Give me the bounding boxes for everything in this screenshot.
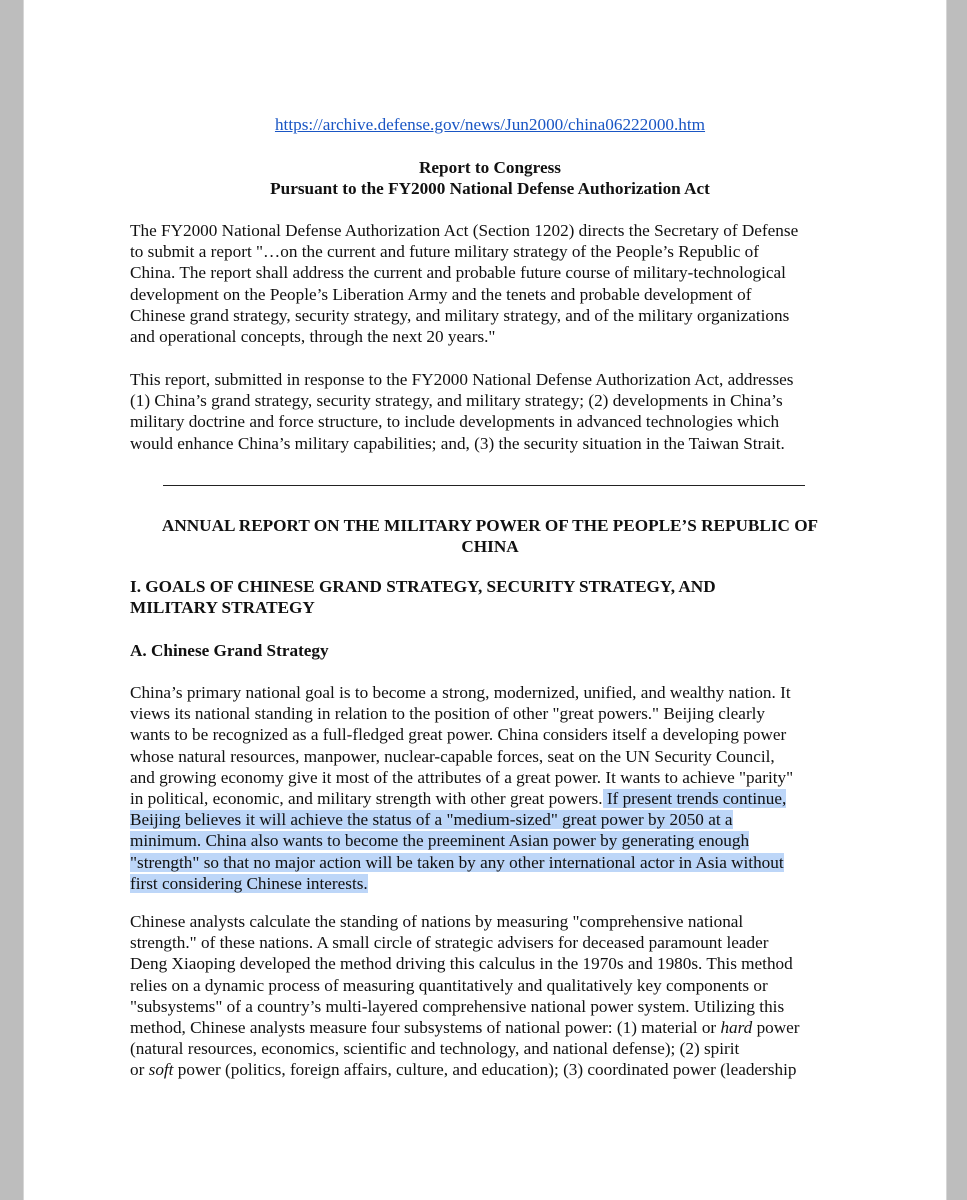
intro-p1-line: and operational concepts, through the next 20 years." <box>130 327 496 347</box>
intro-p1-line: development on the People’s Liberation Army and the tenets and probable development of <box>130 284 752 304</box>
section-1-line2: MILITARY STRATEGY <box>130 598 315 618</box>
cns-text: power (politics, foreign affairs, culture, and education); (3) coordinated power (leadership <box>173 1060 797 1080</box>
report-title-line2: Pursuant to the FY2000 National Defense Authorization Act <box>270 179 710 199</box>
section-divider <box>163 485 805 486</box>
source-url-line <box>130 114 850 135</box>
grand-p-line: wants to be recognized as a full-fledged great power. China considers itself a developing power <box>130 725 787 745</box>
intro-p2-line: This report, submitted in response to the FY2000 National Defense Authorization Act, addresses <box>130 370 794 389</box>
grand-p-line: views its national standing in relation to the position of other "great powers." Beijing clearly <box>130 704 766 724</box>
national-strength-paragraph <box>130 911 850 1081</box>
section-1-heading <box>130 576 850 618</box>
grand-strategy-paragraph <box>130 682 850 894</box>
intro-p2-line: military doctrine and force structure, to include developments in advanced technologies which <box>130 412 780 432</box>
grand-p-line: and growing economy give it most of the attributes of a great power. It wants to achieve "parity" <box>130 767 794 787</box>
intro-p2-line: (1) China’s grand strategy, security strategy, and military strategy; (2) developments in China’s <box>130 391 783 411</box>
intro-paragraph-2 <box>130 369 850 454</box>
intro-p1-line: The FY2000 National Defense Authorization Act (Section 1202) directs the Secretary of Defense <box>130 221 799 240</box>
cns-text: method, Chinese analysts measure four subsystems of national power: (1) material or <box>130 1018 721 1038</box>
cns-emphasis: hard <box>720 1018 753 1038</box>
cns-p-line: relies on a dynamic process of measuring quantitatively and qualitatively key components or <box>130 975 768 995</box>
cns-p-line: Chinese analysts calculate the standing of nations by measuring "comprehensive national <box>130 912 744 931</box>
annual-title-line2: CHINA <box>461 537 519 557</box>
cns-p-line: "subsystems" of a country’s multi-layered comprehensive national power system. Utilizing this <box>130 996 785 1016</box>
highlighted-text[interactable]: If present trends continue, <box>602 789 787 809</box>
annual-title-line1: ANNUAL REPORT ON THE MILITARY POWER OF THE PEOPLE’S REPUBLIC OF <box>161 516 819 535</box>
highlighted-text[interactable]: Beijing believes it will achieve the status of a "medium-sized" great power by 2050 at a <box>130 810 733 830</box>
cns-p-line <box>130 1017 850 1038</box>
grand-p-line <box>130 852 850 873</box>
annual-report-title <box>130 515 850 557</box>
cns-text: or <box>130 1060 149 1080</box>
grand-p-line <box>130 788 850 809</box>
intro-p1-line: China. The report shall address the current and probable future course of military-technological <box>130 263 786 283</box>
grand-p-line <box>130 873 850 894</box>
grand-p-line <box>130 830 850 851</box>
grand-p-line <box>130 809 850 830</box>
highlighted-text[interactable]: "strength" so that no major action will be taken by any other international actor in Asia without <box>130 852 784 872</box>
cns-p-line: strength." of these nations. A small circle of strategic advisers for deceased paramount leader <box>130 933 769 953</box>
cns-text: power <box>752 1018 800 1038</box>
report-title <box>130 157 850 199</box>
intro-p2-line: would enhance China’s military capabilities; and, (3) the security situation in the Taiwan Strait. <box>130 433 785 453</box>
highlighted-text[interactable]: minimum. China also wants to become the preeminent Asian power by generating enough <box>130 831 750 851</box>
cns-p-line <box>130 1059 850 1080</box>
section-1-line1: I. GOALS OF CHINESE GRAND STRATEGY, SECURITY STRATEGY, AND <box>130 577 716 596</box>
intro-paragraph-1 <box>130 220 850 347</box>
cns-emphasis: soft <box>148 1060 174 1080</box>
intro-p1-line: to submit a report "…on the current and future military strategy of the People’s Republic of <box>130 242 759 262</box>
subsection-a-text: A. Chinese Grand Strategy <box>130 641 329 660</box>
grand-p-line: China’s primary national goal is to become a strong, modernized, unified, and wealthy nation. It <box>130 683 791 702</box>
grand-p-line: whose natural resources, manpower, nuclear-capable forces, seat on the UN Security Council, <box>130 746 775 766</box>
report-title-line1: Report to Congress <box>419 158 561 177</box>
cns-p-line: (natural resources, economics, scientific and technology, and national defense); (2) spirit <box>130 1039 740 1059</box>
cns-p-line: Deng Xiaoping developed the method driving this calculus in the 1970s and 1980s. This method <box>130 954 793 974</box>
intro-p1-line: Chinese grand strategy, security strategy, and military strategy, and of the military organizations <box>130 305 790 325</box>
grand-p-plain-text: in political, economic, and military strength with other great powers. <box>130 789 603 809</box>
highlighted-text[interactable]: first considering Chinese interests. <box>130 873 368 893</box>
subsection-a-heading <box>130 640 850 661</box>
source-url-link[interactable]: https://archive.defense.gov/news/Jun2000/china06222000.htm <box>274 115 706 134</box>
